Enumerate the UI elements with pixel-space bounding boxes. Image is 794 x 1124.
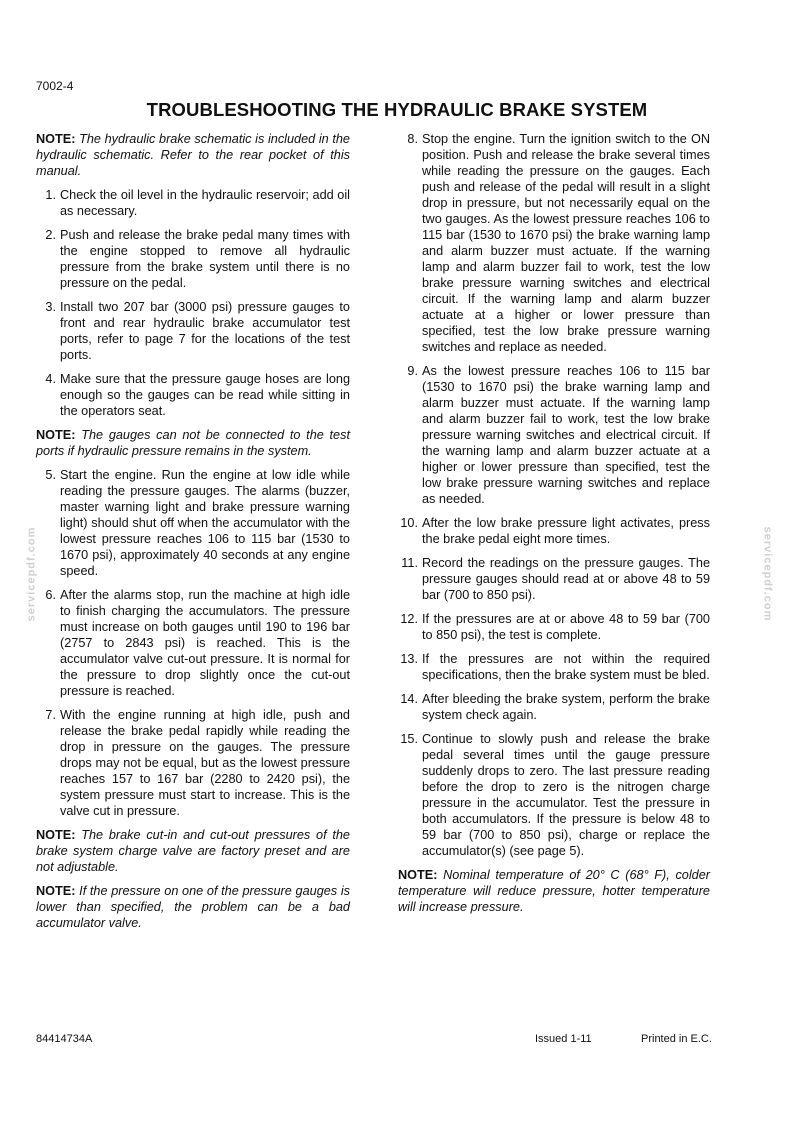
step-number: 12. (400, 612, 418, 626)
step-number: 9. (407, 364, 418, 378)
footer-doc-number: 84414734A (36, 1033, 93, 1045)
note (398, 867, 710, 915)
step-number: 3. (45, 300, 56, 314)
step-item (36, 467, 350, 579)
watermark: servicepdf.com (761, 526, 774, 622)
note-text: The hydraulic brake schematic is included in the hydraulic schematic. Refer to the rear pocket of this manual. (36, 132, 350, 178)
step-number: 1. (45, 188, 56, 202)
step-item (36, 299, 350, 363)
step-text: Make sure that the pressure gauge hoses are long enough so the gauges can be read while sitting in the operators seat. (60, 372, 350, 418)
step-text: After the low brake pressure light activates, press the brake pedal eight more times. (422, 516, 710, 546)
step-item (398, 731, 710, 859)
page-number: 7002-4 (36, 79, 74, 93)
step-text: As the lowest pressure reaches 106 to 115 bar (1530 to 1670 psi) the brake warning lamp and alarm buzzer must actuate. If the warning lamp and alarm buzzer fail to work, test the low brake pressure warning switches and electrical circuit. If the warning lamp and alarm buzzer actuate at a higher or lower pressure than specified, test the low brake pressure warning switches and replace as needed. (422, 364, 710, 506)
step-item (36, 227, 350, 291)
step-text: Start the engine. Run the engine at low idle while reading the pressure gauges. The alarms (buzzer, master warning light and brake pressure warning light) should shut off when the accumulator with the lowest pressure reaches 106 to 115 bar (1530 to 1670 psi), approximately 40 seconds at any engine speed. (60, 468, 350, 578)
note (36, 427, 350, 459)
left-column (36, 131, 350, 939)
step-item (398, 515, 710, 547)
step-number: 7. (45, 708, 56, 722)
step-number: 5. (45, 468, 56, 482)
note (36, 131, 350, 179)
step-number: 13. (400, 652, 418, 666)
watermark: servicepdf.com (25, 526, 38, 622)
note-text: The brake cut-in and cut-out pressures of the brake system charge valve are factory preset and are not adjustable. (36, 828, 350, 874)
step-item (36, 371, 350, 419)
step-text: Stop the engine. Turn the ignition switch to the ON position. Push and release the brake several times while reading the pressure on the gauges. Each push and release of the pedal will result in a slight drop in pressure, but not necessarily equal on the two gauges. As the lowest pressure reaches 106 to 115 bar (1530 to 1670 psi) the brake warning lamp and alarm buzzer must actuate. If the warning lamp and alarm buzzer fail to work, test the low brake pressure warning switches and electrical circuit. If the warning lamp and alarm buzzer actuate at a higher or lower pressure than specified, test the low brake pressure warning switches and replace as needed. (422, 132, 710, 354)
step-text: With the engine running at high idle, push and release the brake pedal rapidly while reading the drop in pressure on the gauges. The pressure drops may not be equal, but as the lowest pressure reaches 157 to 167 bar (2280 to 2420 psi), the system pressure must start to increase. This is the valve cut in pressure. (60, 708, 350, 818)
step-number: 2. (45, 228, 56, 242)
step-text: After the alarms stop, run the machine at high idle to finish charging the accumulators. The pressure must increase on both gauges until 190 to 196 bar (2757 to 2843 psi) is reached. This is the accumulator valve cut-out pressure. It is normal for the pressure to drop slightly once the cut-out pressure is reached. (60, 588, 350, 698)
step-number: 14. (400, 692, 418, 706)
step-text: Continue to slowly push and release the brake pedal several times until the gauge pressure suddenly drops to zero. The last pressure reading before the drop to zero is the nitrogen charge pressure in the accumulator. Test the pressure in both accumulators. If the pressure is below 48 to 59 bar (700 to 850 psi), charge or replace the accumulator(s) (see page 5). (422, 732, 710, 858)
footer-printed: Printed in E.C. (641, 1033, 712, 1045)
step-text: Check the oil level in the hydraulic reservoir; add oil as necessary. (60, 188, 350, 218)
step-number: 4. (45, 372, 56, 386)
step-item (398, 611, 710, 643)
step-text: If the pressures are not within the required specifications, then the brake system must be bled. (422, 652, 710, 682)
step-text: Install two 207 bar (3000 psi) pressure gauges to front and rear hydraulic brake accumulator test ports, refer to page 7 for the locations of the test ports. (60, 300, 350, 362)
steps-list (398, 131, 710, 859)
steps-list (36, 467, 350, 819)
step-item (36, 187, 350, 219)
right-column (398, 131, 710, 923)
step-number: 8. (407, 132, 418, 146)
note-text: If the pressure on one of the pressure gauges is lower than specified, the problem can be a bad accumulator valve. (36, 884, 350, 930)
note-label: NOTE: (36, 884, 76, 898)
step-item (398, 131, 710, 355)
note-text: The gauges can not be connected to the test ports if hydraulic pressure remains in the system. (36, 428, 350, 458)
page-title: TROUBLESHOOTING THE HYDRAULIC BRAKE SYSTEM (146, 99, 648, 120)
footer-issued: Issued 1-11 (535, 1033, 592, 1045)
note-label: NOTE: (36, 428, 76, 442)
step-item (398, 363, 710, 507)
note (36, 883, 350, 931)
step-item (36, 707, 350, 819)
note-label: NOTE: (36, 828, 76, 842)
step-text: Record the readings on the pressure gauges. The pressure gauges should read at or above 48 to 59 bar (700 to 850 psi). (422, 556, 710, 602)
note (36, 827, 350, 875)
step-text: Push and release the brake pedal many times with the engine stopped to remove all hydraulic pressure from the brake system until there is no pressure on the pedal. (60, 228, 350, 290)
step-number: 15. (400, 732, 418, 746)
note-label: NOTE: (36, 132, 76, 146)
note-label: NOTE: (398, 868, 438, 882)
step-text: After bleeding the brake system, perform the brake system check again. (422, 692, 710, 722)
step-number: 11. (401, 556, 418, 570)
steps-list (36, 187, 350, 419)
step-number: 10. (400, 516, 418, 530)
note-text: Nominal temperature of 20° C (68° F), colder temperature will reduce pressure, hotter temperature will increase pressure. (398, 868, 711, 914)
step-text: If the pressures are at or above 48 to 59 bar (700 to 850 psi), the test is complete. (422, 612, 710, 642)
step-item (398, 691, 710, 723)
step-item (398, 555, 710, 603)
step-number: 6. (45, 588, 56, 602)
step-item (398, 651, 710, 683)
step-item (36, 587, 350, 699)
